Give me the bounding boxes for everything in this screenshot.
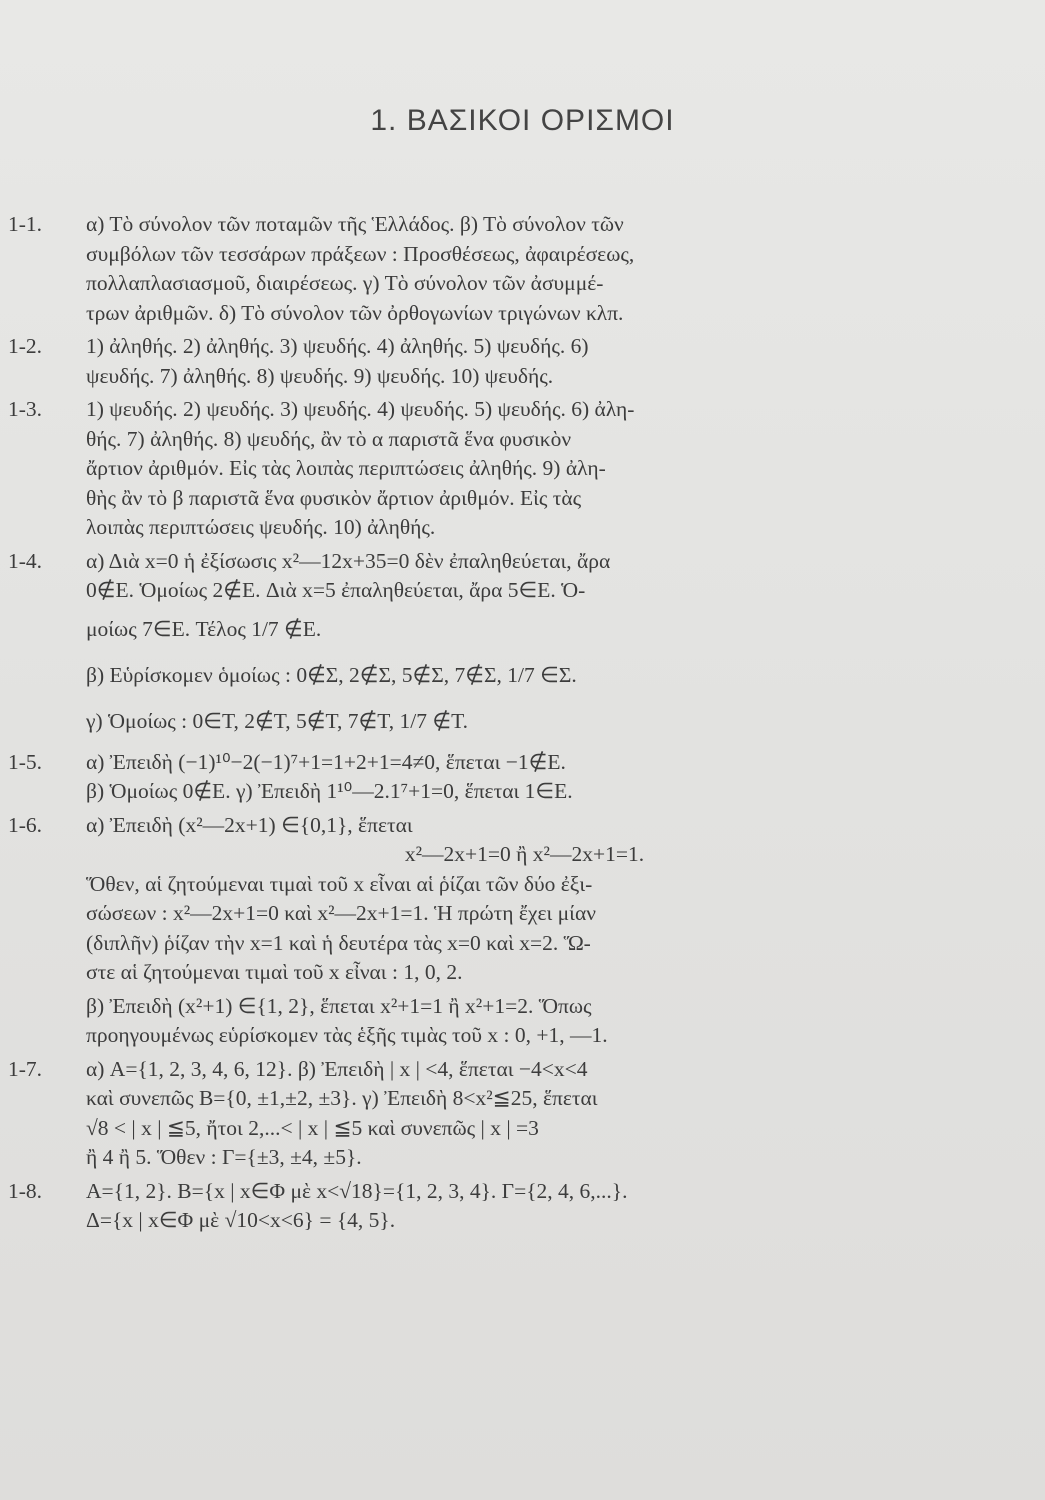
item-number: 1-7. (8, 1056, 43, 1081)
answer-item (8, 395, 903, 543)
text-line: β) Εὑρίσκομεν ὁμοίως : 0∉Σ, 2∉Σ, 5∉Σ, 7∉Σ, 1/7 ∈Σ. (86, 662, 577, 687)
text-line: β) Ὁμοίως 0∉E. γ) Ἐπειδὴ 1¹⁰—2.1⁷+1=0, ἕπεται 1∈E. (86, 779, 573, 803)
text-line: ἄρτιον ἀριθμόν. Εἰς τὰς λοιπὰς περιπτώσεις ἀληθής. 9) ἀλη- (86, 456, 606, 480)
answers-body (8, 210, 903, 1240)
text-line: ψευδής. 7) ἀληθής. 8) ψευδής. 9) ψευδής. 10) ψευδής. (86, 363, 554, 388)
text-line: θὴς ἂν τὸ β παριστᾶ ἕνα φυσικὸν ἄρτιον ἀριθμόν. Εἰς τὰς (86, 485, 582, 510)
answer-item (8, 748, 903, 807)
text-line: (διπλῆν) ῥίζαν τὴν x=1 καὶ ἡ δευτέρα τὰς x=0 καὶ x=2. Ὥ- (86, 930, 591, 955)
answer-item (8, 210, 903, 328)
text-line: γ) Ὁμοίως : 0∈T, 2∉T, 5∉T, 7∉T, 1/7 ∉T. (86, 708, 469, 733)
text-line: πολλαπλασιασμοῦ, διαιρέσεως. γ) Τὸ σύνολον τῶν ἀσυμμέ- (86, 271, 604, 295)
text-line: καὶ συνεπῶς B={0, ±1,±2, ±3}. γ) Ἐπειδὴ 8<x²≦25, ἕπεται (86, 1086, 598, 1110)
answer-item (8, 547, 903, 744)
text-line: ἢ 4 ἢ 5. Ὅθεν : Γ={±3, ±4, ±5}. (86, 1145, 362, 1169)
text-line: √8 < | x | ≦5, ἤτοι 2,...< | x | ≦5 καὶ συνεπῶς | x | =3 (86, 1115, 539, 1140)
item-number: 1-5. (8, 749, 43, 774)
item-number: 1-2. (8, 334, 43, 358)
text-line: α) A={1, 2, 3, 4, 6, 12}. β) Ἐπειδὴ | x | <4, ἕπεται −4<x<4 (86, 1056, 588, 1081)
text-line: 1) ἀληθής. 2) ἀληθής. 3) ψευδής. 4) ἀληθής. 5) ψευδής. 6) (86, 334, 589, 358)
text-line: 0∉E. Ὁμοίως 2∉E. Διὰ x=5 ἐπαληθεύεται, ἄρα 5∈E. Ὁ- (86, 578, 586, 602)
text-line: α) Τὸ σύνολον τῶν ποταμῶν τῆς Ἑλλάδος. β) Τὸ σύνολον τῶν (86, 212, 624, 236)
answer-item (8, 332, 903, 391)
text-line: α) Ἐπειδὴ (−1)¹⁰−2(−1)⁷+1=1+2+1=4≠0, ἕπεται −1∉E. (86, 749, 566, 774)
text-line: Ὅθεν, αἱ ζητούμεναι τιμαὶ τοῦ x εἶναι αἱ ῥίζαι τῶν δύο ἐξι- (86, 871, 593, 896)
text-line: μοίως 7∈E. Τέλος 1/7 ∉E. (86, 616, 322, 641)
text-line: 1) ψευδής. 2) ψευδής. 3) ψευδής. 4) ψευδής. 5) ψευδής. 6) ἀλη- (86, 397, 635, 421)
answer-item (8, 1177, 903, 1236)
text-line: A={1, 2}. B={x | x∈Φ μὲ x<√18}={1, 2, 3, 4}. Γ={2, 4, 6,...}. (86, 1178, 628, 1203)
text-line: προηγουμένως εὑρίσκομεν τὰς ἑξῆς τιμὰς τοῦ x : 0, +1, —1. (86, 1023, 608, 1047)
text-line: στε αἱ ζητούμεναι τιμαὶ τοῦ x εἶναι : 1, 0, 2. (86, 960, 463, 984)
item-number: 1-3. (8, 397, 43, 421)
text-line: σώσεων : x²—2x+1=0 καὶ x²—2x+1=1. Ἡ πρώτη ἔχει μίαν (86, 901, 596, 925)
page-title: 1. ΒΑΣΙΚΟΙ ΟΡΙΣΜΟΙ (370, 104, 675, 137)
item-number: 1-4. (8, 548, 43, 573)
item-number: 1-8. (8, 1178, 43, 1203)
answer-item (8, 811, 903, 1051)
text-line: Δ={x | x∈Φ μὲ √10<x<6} = {4, 5}. (86, 1208, 396, 1232)
text-line: β) Ἐπειδὴ (x²+1) ∈{1, 2}, ἕπεται x²+1=1 ἢ x²+1=2. Ὅπως (86, 993, 592, 1018)
text-line: α) Διὰ x=0 ἡ ἐξίσωσις x²—12x+35=0 δὲν ἐπαληθεύεται, ἄρα (86, 548, 611, 573)
item-number: 1-6. (8, 812, 43, 837)
text-line: λοιπὰς περιπτώσεις ψευδής. 10) ἀληθής. (86, 515, 436, 539)
text-line: τρων ἀριθμῶν. δ) Τὸ σύνολον τῶν ὀρθογωνίων τριγώνων κλπ. (86, 300, 624, 325)
text-line: θής. 7) ἀληθής. 8) ψευδής, ἂν τὸ α παριστᾶ ἕνα φυσικὸν (86, 426, 572, 451)
text-line: α) Ἐπειδὴ (x²—2x+1) ∈{0,1}, ἕπεται (86, 812, 413, 837)
item-number: 1-1. (8, 212, 43, 236)
equation-line: x²—2x+1=0 ἢ x²—2x+1=1. (404, 842, 645, 866)
text-line: συμβόλων τῶν τεσσάρων πράξεων : Προσθέσεως, ἀφαιρέσεως, (86, 241, 635, 266)
answer-item (8, 1055, 903, 1173)
